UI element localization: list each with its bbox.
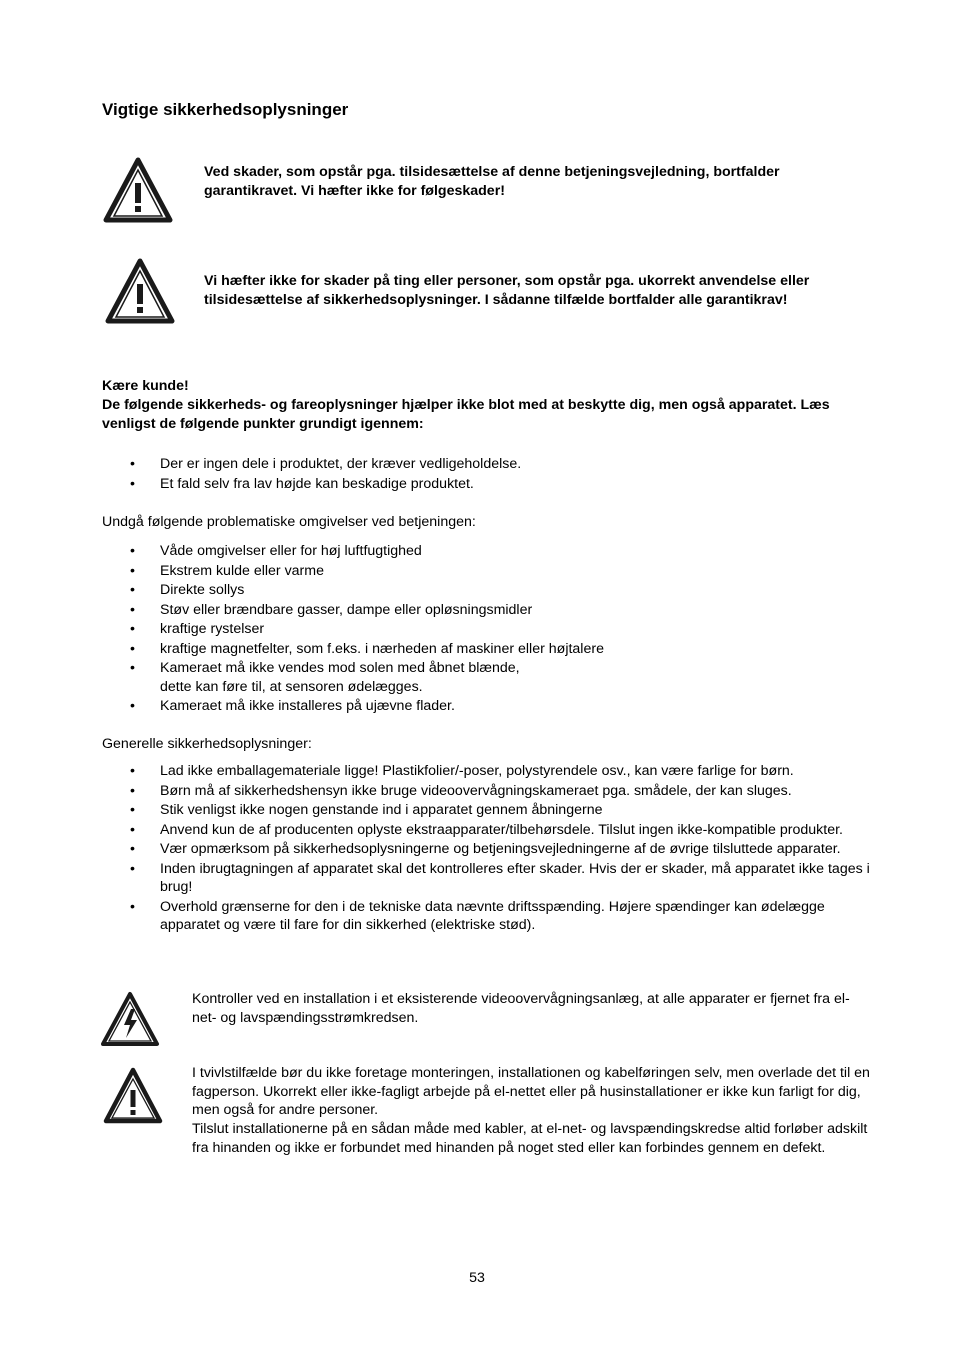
general-heading: Generelle sikkerhedsoplysninger:: [102, 736, 312, 752]
list-item: • Vær opmærksom på sikkerhedsoplysningerne og betjeningsvejledningerne af de øvrige tilsluttede apparater.: [102, 840, 884, 859]
list-item: • Støv eller brændbare gasser, dampe eller opløsningsmidler: [102, 601, 882, 620]
list-item: • kraftige magnetfelter, som f.eks. i nærheden af maskiner eller højtalere: [102, 640, 882, 659]
install-note-paragraph-2: Tilslut installationerne på en sådan måde med kabler, at el-net- og lavspændingskredse altid forløber adskilt fra hinanden og ikke er forbundet med hinanden på noget sted eller kan forbindes gennem en defekt.: [192, 1121, 868, 1156]
list-item: • Lad ikke emballagemateriale ligge! Plastikfolier/-poser, polystyrendele osv., kan være farlige for børn.: [102, 762, 884, 781]
list-item: • Anvend kun de af producenten oplyste ekstraapparater/tilbehørsdele. Tilslut ingen ikke-kompatible produkter.: [102, 821, 884, 840]
avoid-heading: Undgå følgende problematiske omgivelser ved betjeningen:: [102, 514, 476, 530]
list-item: • Der er ingen dele i produktet, der kræver vedligeholdelse.: [102, 455, 882, 474]
warning-triangle-icon: [103, 1067, 163, 1125]
list-item: • kraftige rystelser: [102, 620, 882, 639]
list-item: • Kameraet må ikke vendes mod solen med åbnet blænde, dette kan føre til, at sensoren ødelægges.: [102, 659, 882, 696]
list-item: • Ekstrem kulde eller varme: [102, 562, 882, 581]
list-item: • Børn må af sikkerhedshensyn ikke bruge videoovervågningskameraet pga. smådele, der kan sluges.: [102, 782, 884, 801]
list-item: • Inden ibrugtagningen af apparatet skal det kontrolleres efter skader. Hvis der er skader, må apparatet ikke tages i brug!: [102, 860, 884, 897]
intro-text: De følgende sikkerheds- og fareoplysninger hjælper ikke blot med at beskytte dig, men også apparatet. Læs venligst de følgende punkter grundigt igennem:: [102, 397, 830, 432]
avoid-list: [102, 542, 882, 717]
list-item: • Stik venligst ikke nogen genstande ind i apparatet gennem åbningerne: [102, 801, 884, 820]
page-title: Vigtige sikkerhedsoplysninger: [102, 100, 349, 119]
list-item: • Overhold grænserne for den i de tekniske data nævnte driftsspænding. Højere spændinger kan ødelægge apparatet og være til fare for din sikkerhed (elektriske stød).: [102, 898, 884, 935]
list-item: • Et fald selv fra lav højde kan beskadige produktet.: [102, 475, 882, 494]
warning-text-2: Vi hæfter ikke for skader på ting eller personer, som opstår pga. ukorrekt anvendelse eller tilsidesættelse af sikkerhedsoplysninger. I sådanne tilfælde bortfalder alle garantikrav!: [204, 273, 810, 308]
list-item: • Våde omgivelser eller for høj luftfugtighed: [102, 542, 882, 561]
electric-hazard-icon: [100, 991, 160, 1047]
warning-text-1: Ved skader, som opstår pga. tilsidesættelse af denne betjeningsvejledning, bortfalder garantikravet. Vi hæfter ikke for følgeskader!: [204, 164, 780, 199]
electric-note: Kontroller ved en installation i et eksisterende videoovervågningsanlæg, at alle apparater er fjernet fra el-net- og lavspændingsstrømkredsen.: [192, 991, 850, 1026]
greeting: Kære kunde!: [102, 378, 189, 394]
warning-triangle-icon: [103, 156, 173, 224]
warning-triangle-icon: [105, 257, 175, 325]
install-note-paragraph-1: I tvivlstilfælde bør du ikke foretage monteringen, installationen og kabelføringen selv, men overlade det til en fagperson. Ukorrekt eller ikke-fagligt arbejde på el-nettet eller på husinstallationer er ikke kun farligt for dig, men også for andre personer.: [192, 1065, 870, 1119]
list-item: • Kameraet må ikke installeres på ujævne flader.: [102, 697, 882, 716]
page-number: 53: [469, 1270, 485, 1286]
list-item: • Direkte sollys: [102, 581, 882, 600]
general-list: [102, 762, 884, 936]
install-note: [192, 1064, 872, 1158]
maintenance-list: [102, 455, 882, 494]
